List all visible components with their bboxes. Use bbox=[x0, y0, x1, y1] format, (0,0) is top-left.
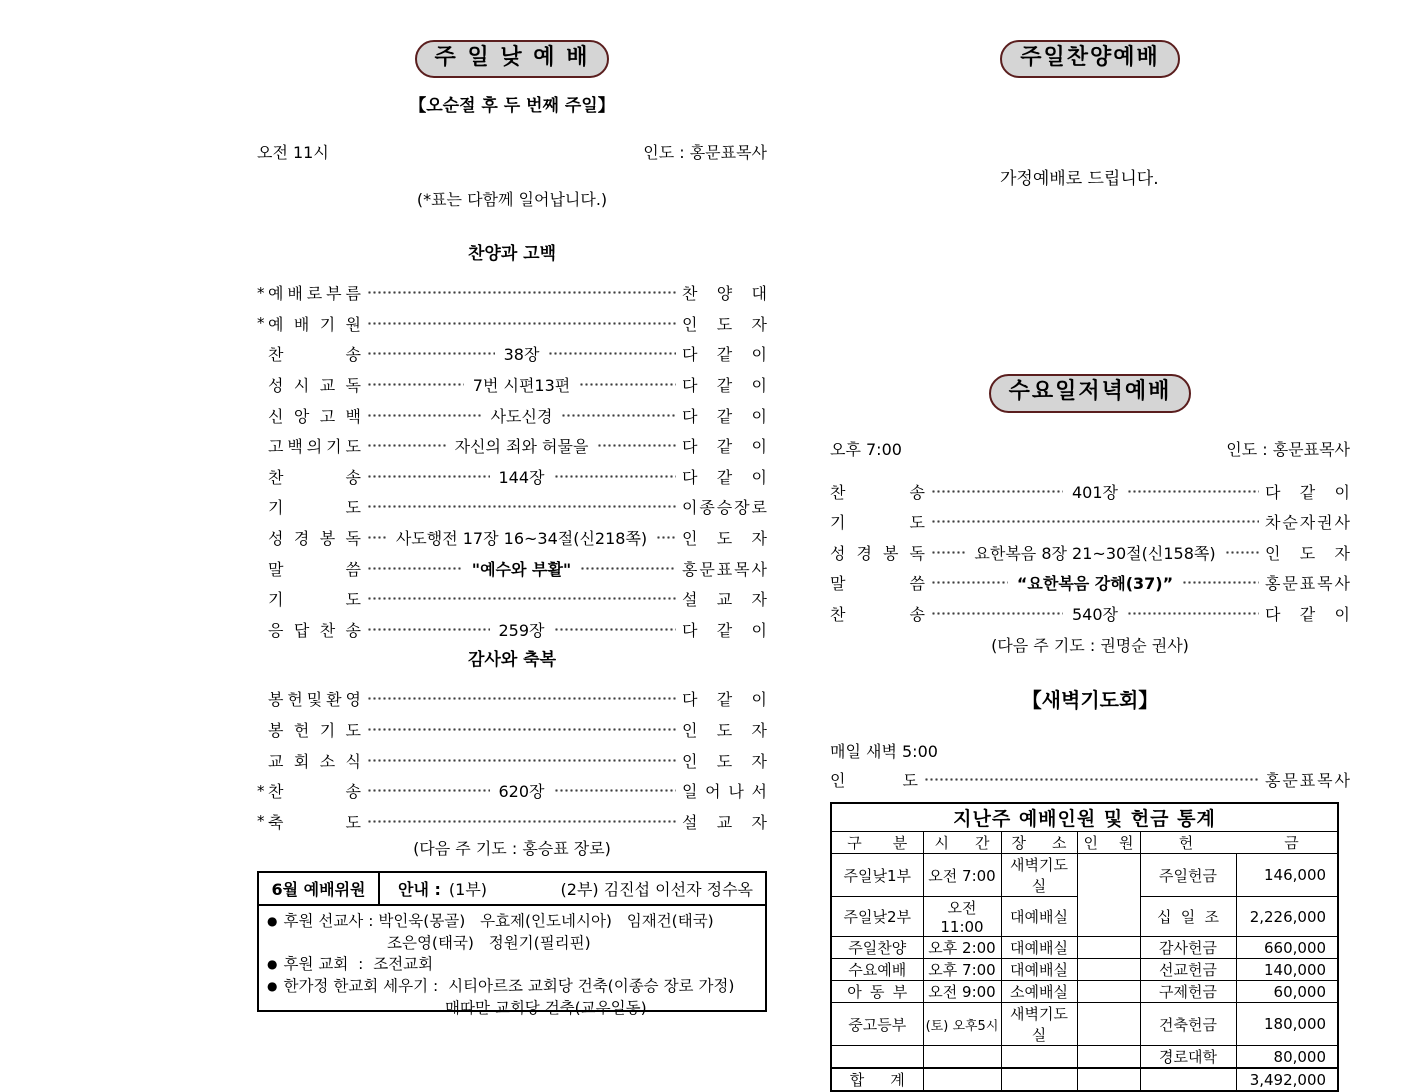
dot-leader bbox=[579, 382, 676, 387]
total-label: 합 계 bbox=[849, 1071, 905, 1090]
liturgy-performer: 다 같 이 bbox=[682, 345, 768, 365]
section-heading-thanks-blessing: 감사와 축복 bbox=[467, 649, 557, 670]
service-leader: 인도 : 홍문표목사 bbox=[643, 143, 767, 163]
dot-leader bbox=[367, 382, 464, 387]
liturgy-row bbox=[257, 369, 767, 400]
dot-leader bbox=[931, 489, 1063, 494]
right-page bbox=[830, 40, 1350, 1092]
service-time-row bbox=[257, 140, 767, 163]
col-header-place: 장 소 bbox=[1001, 832, 1077, 854]
dot-leader bbox=[367, 290, 676, 295]
liturgy-performer: 인 도 자 bbox=[682, 528, 768, 548]
dot-leader bbox=[367, 351, 495, 356]
bullet-icon: ● bbox=[267, 957, 278, 972]
attendance-cell bbox=[1077, 854, 1140, 937]
guide-part2: (2부) 김진섭 이선자 정수옥 bbox=[560, 880, 753, 900]
dot-leader bbox=[367, 758, 676, 763]
liturgy-label: 봉 헌 기 도 bbox=[268, 720, 361, 740]
guide-part1: (1부) bbox=[448, 880, 488, 900]
liturgy-label: 말 씀 bbox=[830, 574, 925, 594]
liturgy-performer: 다 같 이 bbox=[1265, 604, 1350, 624]
dot-leader bbox=[924, 777, 1259, 782]
table-row: 주일찬양 오후 2:00 대예배실 감사헌금 660,000 bbox=[831, 937, 1338, 959]
dot-leader bbox=[367, 627, 490, 632]
dot-leader bbox=[367, 321, 676, 326]
col-header-category: 구 분 bbox=[831, 832, 923, 854]
dot-leader bbox=[554, 788, 677, 793]
dot-leader bbox=[367, 727, 676, 732]
liturgy-content: 사도신경 bbox=[490, 406, 553, 426]
dawn-prayer-heading: 【새벽기도회】 bbox=[1021, 687, 1159, 712]
liturgy-content: 620장 bbox=[498, 782, 545, 802]
committee-box bbox=[257, 871, 767, 1018]
dot-leader bbox=[367, 504, 676, 509]
liturgy-label: 찬 송 bbox=[268, 467, 361, 487]
liturgy-row bbox=[830, 506, 1350, 537]
liturgy-row bbox=[830, 598, 1350, 629]
dot-leader bbox=[580, 566, 676, 571]
liturgy-content: 144장 bbox=[498, 467, 545, 487]
dot-leader bbox=[597, 443, 676, 448]
liturgy-row bbox=[257, 461, 767, 492]
liturgy-content: 자신의 죄와 허물을 bbox=[454, 437, 589, 457]
liturgy-row bbox=[257, 775, 767, 806]
next-week-prayer-note: (다음 주 기도 : 권명순 권사) bbox=[991, 635, 1189, 655]
sunday-day-worship-title-wrap bbox=[257, 40, 767, 78]
dot-leader bbox=[554, 474, 677, 479]
liturgy-performer: 다 같 이 bbox=[682, 467, 767, 487]
table-row: 아 동 부 오전 9:00 소예배실 구제헌금 60,000 bbox=[831, 981, 1338, 1003]
sermon-title: “요한복음 강해(37)” bbox=[1016, 574, 1174, 594]
liturgy-row bbox=[257, 806, 767, 837]
wednesday-liturgy-list bbox=[830, 476, 1350, 629]
dot-leader bbox=[1127, 489, 1259, 494]
one-family-one-church-line2: 매따만 교회당 건축(교우일동) bbox=[445, 999, 647, 1018]
support-church-line: ● 후원 교회 : 조전교회 bbox=[267, 955, 434, 974]
liturgy-content: 38장 bbox=[503, 345, 540, 365]
liturgy-performer: 다 같 이 bbox=[1265, 482, 1350, 502]
liturgy-performer: 다 같 이 bbox=[682, 375, 768, 395]
dot-leader bbox=[1127, 611, 1259, 616]
liturgy-performer: 설 교 자 bbox=[682, 590, 767, 610]
bullet-icon: ● bbox=[267, 979, 278, 994]
liturgy-label: 기 도 bbox=[268, 590, 361, 610]
sunday-praise-worship-title-wrap bbox=[830, 40, 1350, 78]
dot-leader bbox=[931, 580, 1008, 585]
liturgy-performer: 인 도 자 bbox=[682, 720, 767, 740]
sermon-title: "예수와 부활" bbox=[471, 559, 572, 579]
table-row: 수요예배 오후 7:00 대예배실 선교헌금 140,000 bbox=[831, 959, 1338, 981]
committee-guide-cell bbox=[380, 877, 765, 900]
liturgy-performer: 홍 문 표 목 사 bbox=[1265, 574, 1350, 594]
liturgy-label: 예 배 로 부 름 bbox=[268, 284, 361, 304]
liturgy-label: 말 씀 bbox=[268, 559, 361, 579]
support-missionaries-line: ● 후원 선교사 : 박인욱(몽골) 우효제(인도네시아) 임재건(태국) bbox=[267, 912, 714, 931]
stand-star: * bbox=[257, 812, 265, 831]
table-title: 지난주 예배인원 및 헌금 통계 bbox=[831, 803, 1338, 832]
wednesday-time: 오후 7:00 bbox=[830, 439, 902, 459]
liturgy-list-praise-confession bbox=[257, 277, 767, 644]
dot-leader bbox=[367, 474, 490, 479]
liturgy-performer: 찬 양 대 bbox=[682, 284, 767, 304]
liturgy-row bbox=[830, 537, 1350, 568]
liturgy-row bbox=[257, 339, 767, 370]
wednesday-evening-worship-title-wrap bbox=[830, 374, 1350, 412]
liturgy-performer: 인 도 자 bbox=[682, 751, 767, 771]
liturgy-label: 예 배 기 원 bbox=[268, 314, 361, 334]
liturgy-performer: 다 같 이 bbox=[682, 620, 767, 640]
guide-label: 안내 : bbox=[398, 880, 441, 900]
liturgy-label: 기 도 bbox=[268, 498, 361, 518]
liturgy-label: 찬 송 bbox=[268, 782, 361, 802]
offering-stats-table bbox=[830, 802, 1339, 1092]
dot-leader bbox=[367, 788, 490, 793]
liturgy-label: 찬 송 bbox=[268, 345, 361, 365]
dot-leader bbox=[656, 535, 676, 540]
dot-leader bbox=[367, 819, 676, 824]
table-row: 주일낮2부 오전 11:00 대예배실 십 일 조 2,226,000 bbox=[831, 897, 1338, 937]
liturgy-content: 요한복음 8장 21~30절(신158쪽) bbox=[974, 543, 1216, 563]
committee-box-body bbox=[259, 906, 765, 1019]
liturgy-label: 신 앙 고 백 bbox=[268, 406, 361, 426]
liturgy-list-thanks-blessing bbox=[257, 684, 767, 837]
dot-leader bbox=[367, 535, 387, 540]
liturgy-label: 성 시 교 독 bbox=[268, 375, 361, 395]
col-header-offering: 헌 금 bbox=[1140, 832, 1338, 854]
liturgy-label: 찬 송 bbox=[830, 604, 925, 624]
wednesday-time-row bbox=[830, 437, 1350, 460]
stand-star: * bbox=[257, 283, 265, 302]
dot-leader bbox=[1182, 580, 1259, 585]
liturgy-row bbox=[257, 745, 767, 776]
liturgy-label: 교 회 소 식 bbox=[268, 751, 361, 771]
committee-month-label: 6월 예배위원 bbox=[259, 873, 380, 904]
stand-star: * bbox=[257, 781, 265, 800]
dot-leader bbox=[931, 611, 1063, 616]
liturgy-row bbox=[257, 614, 767, 645]
liturgy-content: 401장 bbox=[1072, 482, 1118, 502]
liturgy-content: 7번 시편13편 bbox=[472, 375, 571, 395]
liturgical-week-subtitle: 【오순절 후 두 번째 주일】 bbox=[409, 96, 615, 117]
table-row: 주일낮1부 오전 7:00 새벽기도실 주일헌금 146,000 bbox=[831, 854, 1338, 897]
liturgy-label: 성 경 봉 독 bbox=[268, 528, 361, 548]
liturgy-performer: 홍 문 표 목 사 bbox=[682, 559, 767, 579]
one-family-one-church-line: ● 한가정 한교회 세우기 : 시티아르조 교회당 건축(이종승 장로 가정) bbox=[267, 977, 735, 996]
dot-leader bbox=[931, 550, 965, 555]
liturgy-row bbox=[257, 277, 767, 308]
liturgy-label: 성 경 봉 독 bbox=[830, 543, 925, 563]
liturgy-content: 540장 bbox=[1072, 604, 1118, 624]
table-total-row bbox=[831, 1068, 1338, 1091]
stand-note: (*표는 다함께 일어납니다.) bbox=[416, 190, 608, 210]
table-row: 중고등부 (토) 오후5시 새벽기도실 건축헌금 180,000 bbox=[831, 1003, 1338, 1046]
liturgy-row bbox=[830, 476, 1350, 507]
liturgy-performer: 이 종 승 장 로 bbox=[682, 498, 767, 518]
liturgy-row bbox=[257, 583, 767, 614]
sunday-praise-worship-title: 주일찬양예배 bbox=[1000, 40, 1180, 78]
liturgy-performer: 인 도 자 bbox=[682, 314, 767, 334]
liturgy-row bbox=[257, 430, 767, 461]
liturgy-row bbox=[257, 308, 767, 339]
col-header-attendance: 인 원 bbox=[1077, 832, 1140, 854]
liturgy-performer: 홍 문 표 목 사 bbox=[1265, 770, 1350, 790]
liturgy-row bbox=[257, 492, 767, 523]
total-amount: 3,492,000 bbox=[1236, 1068, 1338, 1091]
bullet-icon: ● bbox=[267, 914, 278, 929]
liturgy-performer: 다 같 이 bbox=[682, 437, 768, 457]
dawn-prayer-time: 매일 새벽 5:00 bbox=[830, 741, 938, 761]
liturgy-performer: 다 같 이 bbox=[682, 406, 768, 426]
liturgy-row bbox=[257, 522, 767, 553]
liturgy-label: 기 도 bbox=[830, 513, 925, 533]
liturgy-row bbox=[257, 400, 767, 431]
liturgy-content: 259장 bbox=[498, 620, 545, 640]
table-header-row bbox=[831, 832, 1338, 854]
committee-box-header bbox=[259, 873, 765, 906]
liturgy-row-sermon bbox=[257, 553, 767, 584]
section-heading-praise-confession: 찬양과 고백 bbox=[467, 244, 557, 265]
dot-leader bbox=[367, 566, 463, 571]
dot-leader bbox=[561, 413, 676, 418]
liturgy-performer: 인 도 자 bbox=[1265, 543, 1350, 563]
liturgy-label: 봉 헌 및 환 영 bbox=[268, 690, 361, 710]
dot-leader bbox=[367, 596, 676, 601]
liturgy-content: 사도행전 17장 16~34절(신218쪽) bbox=[395, 528, 648, 548]
sunday-day-worship-title: 주 일 낮 예 배 bbox=[415, 40, 610, 78]
liturgy-performer: 차 순 자 권 사 bbox=[1265, 513, 1350, 533]
dot-leader bbox=[367, 413, 482, 418]
liturgy-label: 축 도 bbox=[268, 812, 361, 832]
dot-leader bbox=[1225, 550, 1259, 555]
dot-leader bbox=[367, 443, 446, 448]
wednesday-evening-worship-title: 수요일저녁예배 bbox=[989, 374, 1192, 412]
liturgy-label: 고 백 의 기 도 bbox=[268, 437, 361, 457]
service-time: 오전 11시 bbox=[257, 143, 329, 163]
liturgy-performer: 다 같 이 bbox=[682, 690, 767, 710]
table-row: 경로대학 80,000 bbox=[831, 1046, 1338, 1069]
liturgy-row bbox=[257, 684, 767, 715]
dot-leader bbox=[554, 627, 677, 632]
left-page bbox=[257, 40, 768, 1018]
liturgy-performer: 일 어 나 서 bbox=[682, 782, 767, 802]
liturgy-performer: 설 교 자 bbox=[682, 812, 767, 832]
liturgy-label: 인 도 bbox=[830, 770, 918, 790]
support-missionaries-line2: 조은영(태국) 정원기(필리핀) bbox=[387, 934, 591, 953]
table-title-row bbox=[831, 803, 1338, 832]
wednesday-leader: 인도 : 홍문표목사 bbox=[1226, 439, 1350, 459]
dot-leader bbox=[367, 696, 676, 701]
liturgy-label: 응 답 찬 송 bbox=[268, 620, 361, 640]
liturgy-row-sermon bbox=[830, 568, 1350, 599]
dot-leader bbox=[931, 519, 1259, 524]
liturgy-row bbox=[257, 714, 767, 745]
liturgy-label: 찬 송 bbox=[830, 482, 925, 502]
stand-star: * bbox=[257, 314, 265, 333]
home-worship-note: 가정예배로 드립니다. bbox=[1000, 169, 1159, 190]
dawn-prayer-leader-row bbox=[830, 764, 1350, 795]
next-week-prayer-note: (다음 주 기도 : 홍승표 장로) bbox=[413, 839, 611, 859]
col-header-time: 시 간 bbox=[923, 832, 1001, 854]
dot-leader bbox=[548, 351, 676, 356]
